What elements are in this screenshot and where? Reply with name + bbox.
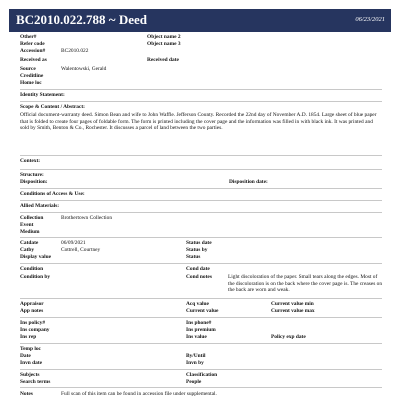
ins-policy-label: Ins policy#	[20, 320, 46, 326]
home-loc-label: Home loc	[20, 80, 42, 86]
date-label: Date	[20, 353, 31, 359]
identity-statement-label: Identity Statement:	[20, 92, 65, 98]
status-by-label: Status by	[186, 247, 208, 253]
object-name-2-label: Object name 2	[147, 34, 181, 40]
invn-date-label: Invn date	[20, 360, 43, 366]
divider	[20, 89, 382, 90]
display-value-label: Display value	[20, 254, 52, 260]
policy-exp-date-label: Policy exp date	[271, 334, 306, 340]
allied-materials-label: Allied Materials:	[20, 203, 60, 209]
context-label: Context:	[20, 158, 41, 164]
event-label: Event	[20, 222, 34, 228]
divider	[20, 369, 382, 370]
divider	[20, 169, 382, 170]
divider	[20, 188, 382, 189]
ins-rep-label: Ins rep	[20, 334, 37, 340]
creditline-label: Creditline	[20, 73, 44, 79]
divider	[20, 263, 382, 264]
current-value-max-label: Current value max	[271, 308, 315, 314]
current-value-label: Current value	[186, 308, 219, 314]
divider	[20, 343, 382, 344]
collection-value: Brothertown Collection	[61, 215, 113, 221]
catby-value: Cottrell, Courtney	[61, 247, 101, 253]
by-until-label: By/Until	[186, 353, 206, 359]
print-date: 06/23/2021	[355, 16, 385, 23]
ins-phone-label: Ins phone#	[186, 320, 212, 326]
catby-label: Catby	[20, 247, 35, 253]
status-date-label: Status date	[186, 240, 212, 246]
app-notes-label: App notes	[20, 308, 44, 314]
cond-notes-value: Light discoloration of the paper. Small tears along the edges. Most of the discoloration is on the back where the cover page is. The creases on the back are worn and weak.	[228, 274, 383, 294]
collection-label: Collection	[20, 215, 44, 221]
divider	[20, 298, 382, 299]
source-value: Walentowski, Gerald	[61, 66, 107, 72]
source-label: Source	[20, 66, 36, 72]
divider	[20, 200, 382, 201]
people-label: People	[186, 379, 202, 385]
temp-loc-label: Temp loc	[20, 346, 41, 352]
notes-label: Notes	[20, 391, 33, 397]
status-label: Status	[186, 254, 201, 260]
divider	[20, 101, 382, 102]
object-name-3-label: Object name 3	[147, 41, 181, 47]
other-label: Other#	[20, 34, 37, 40]
classification-label: Classification	[186, 372, 218, 378]
condition-by-label: Condition by	[20, 274, 51, 280]
invn-by-label: Invn by	[186, 360, 204, 366]
refer-code-label: Refer code	[20, 41, 45, 47]
scope-content-label: Scope & Content / Abstract:	[20, 104, 85, 110]
cond-date-label: Cond date	[186, 266, 210, 272]
received-as-label: Received as	[20, 57, 47, 63]
structure-label: Structure:	[20, 172, 44, 178]
acq-value-label: Acq value	[186, 301, 209, 307]
catdate-label: Catdate	[20, 240, 39, 246]
search-terms-label: Search terms	[20, 379, 51, 385]
conditions-access-label: Conditions of Access & Use:	[20, 191, 85, 197]
cond-notes-label: Cond notes	[186, 274, 212, 280]
subjects-label: Subjects	[20, 372, 40, 378]
divider	[20, 317, 382, 318]
accession-label: Accession#	[20, 48, 46, 54]
current-value-min-label: Current value min	[271, 301, 314, 307]
appraisor-label: Appraisor	[20, 301, 44, 307]
ins-company-label: Ins company	[20, 327, 50, 333]
condition-label: Condition	[20, 266, 44, 272]
divider	[20, 237, 382, 238]
ins-premium-label: Ins premium	[186, 327, 216, 333]
received-date-label: Received date	[147, 57, 179, 63]
disposition-date-label: Disposition date:	[229, 179, 268, 185]
ins-value-label: Ins value	[186, 334, 207, 340]
disposition-label: Disposition:	[20, 179, 48, 185]
catdate-value: 06/09/2021	[61, 240, 86, 246]
scope-content-text: Official document-warranty deed. Simon Bean and wife to John Waffle. Jefferson County. Recorded the 22nd day of November A.D. 1854. Large sheet of blue paper that is folded to create four pages of foldable form. The form is printed including the cover page and the information was filled in with black ink. It was printed and sold by Smith, Benton & Co., Rochester. It discusses a parcel of land between the two parties.	[20, 112, 377, 132]
divider	[20, 155, 382, 156]
accession-value: BC2010.022	[61, 48, 89, 54]
medium-label: Medium	[20, 229, 40, 235]
divider	[20, 387, 382, 388]
record-title: BC2010.022.788 ~ Deed	[16, 12, 147, 27]
notes-value: Full scan of this item can be found in accession file under supplemental.	[61, 391, 217, 397]
divider	[20, 212, 382, 213]
